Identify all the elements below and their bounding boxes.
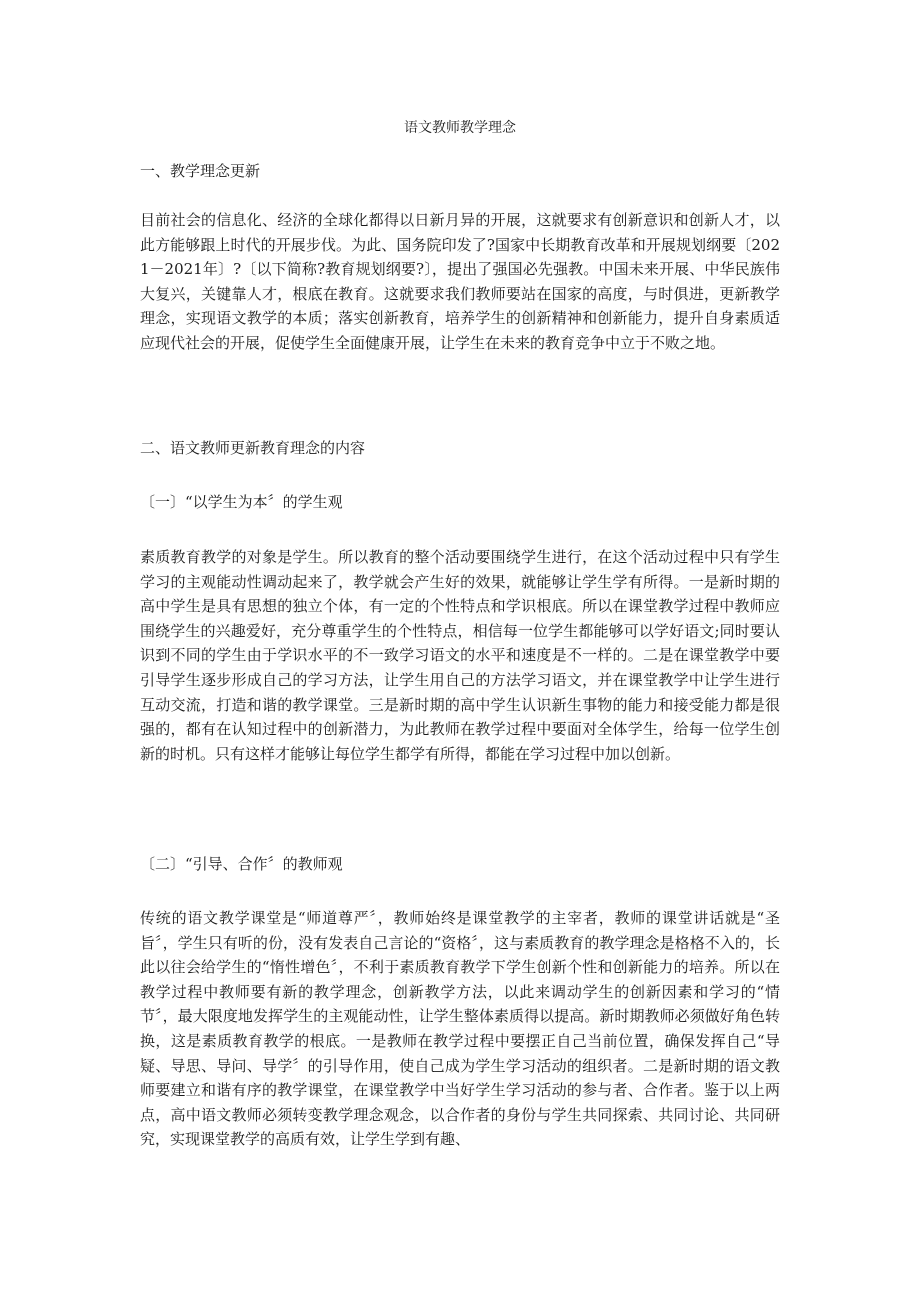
subsection2-paragraph: 传统的语文教学课堂是“师道尊严〞，教师始终是课堂教学的主宰者，教师的课堂讲话就是“圣旨〞，学生只有听的份，没有发表自己言论的“资格〞，这与素质教育的教学理念是格格不入的，长此以往会给学生的“惰性增色〞，不利于素质教育教学下学生创新个性和创新能力的培养。所以在教学过程中教师要有新的教学理念，创新教学方法，以此来调动学生的创新因素和学习的“情节〞，最大限度地发挥学生的主观能动性，让学生整体素质得以提高。新时期教师必须做好角色转换，这是素质教育教学的根底。一是教师在教学过程中要摆正自己当前位置，确保发挥自己“导疑、导思、导问、导学〞的引导作用，使自己成为学生学习活动的组织者。二是新时期的语文教师要建立和谐有序的教学课堂，在课堂教学中当好学生学习活动的参与者、合作者。鉴于以上两点，高中语文教师必须转变教学理念观念，以合作者的身份与学生共同探索、共同讨论、共同研究，实现课堂教学的高质有效，让学生学到有趣、 xyxy=(140,909,780,1149)
document-title: 语文教师教学理念 xyxy=(404,120,516,136)
subsection1-heading: 〔一〕“以学生为本〞的学生观 xyxy=(140,493,343,511)
section2-heading: 二、语文教师更新教育理念的内容 xyxy=(140,439,366,457)
section1-heading: 一、教学理念更新 xyxy=(140,162,261,180)
section1-paragraph: 目前社会的信息化、经济的全球化都得以日新月异的开展，这就要求有创新意识和创新人才，以此方能够跟上时代的开展步伐。为此、国务院印发了?国家中长期教育改革和开展规划纲要〔2021－2021年〕?〔以下简称?教育规划纲要?〕，提出了强国必先强教。中国未来开展、中华民族伟大复兴，关键靠人才，根底在教育。这就要求我们教师要站在国家的高度，与时俱进，更新教学理念，实现语文教学的本质；落实创新教育，培养学生的创新精神和创新能力，提升自身素质适应现代社会的开展，促使学生全面健康开展，让学生在未来的教育竞争中立于不败之地。 xyxy=(140,211,780,352)
subsection1-paragraph: 素质教育教学的对象是学生。所以教育的整个活动要围绕学生进行，在这个活动过程中只有学生学习的主观能动性调动起来了，教学就会产生好的效果，就能够让学生学有所得。一是新时期的高中学生是具有思想的独立个体，有一定的个性特点和学识根底。所以在课堂教学过程中教师应围绕学生的兴趣爱好，充分尊重学生的个性特点，相信每一位学生都能够可以学好语文;同时要认识到不同的学生由于学识水平的不一致学习语文的水平和速度是不一样的。二是在课堂教学中要引导学生逐步形成自己的学习方法，让学生用自己的方法学习语文，并在课堂教学中让学生进行互动交流，打造和谐的教学课堂。三是新时期的高中学生认识新生事物的能力和接受能力都是很强的，都有在认知过程中的创新潜力，为此教师在教学过程中要面对全体学生，给每一位学生创新的时机。只有这样才能够让每位学生都学有所得，都能在学习过程中加以创新。 xyxy=(140,548,780,763)
subsection2-heading: 〔二〕“引导、合作〞的教师观 xyxy=(140,855,343,873)
